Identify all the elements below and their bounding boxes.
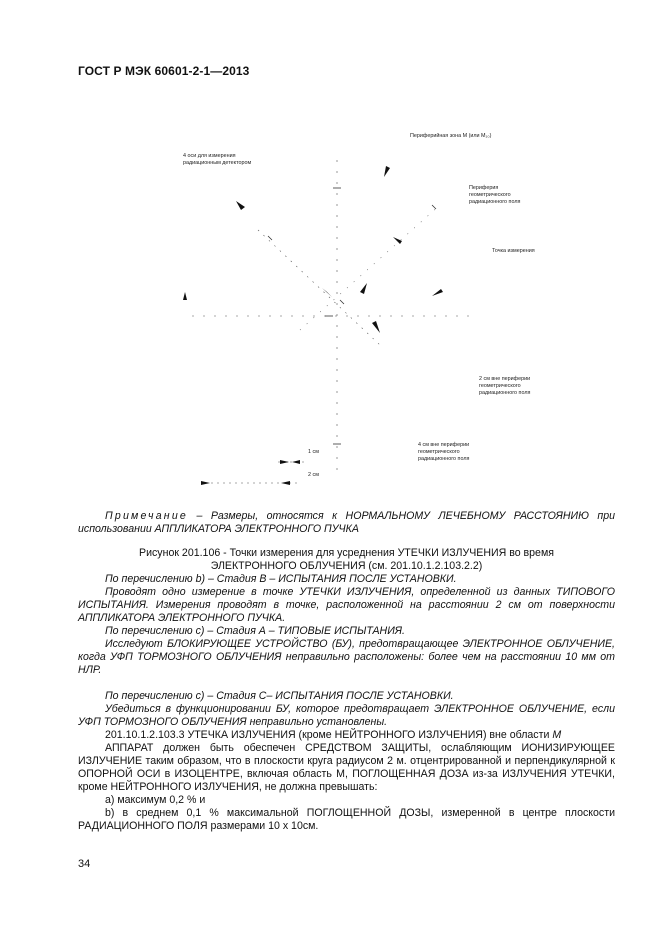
arrow-icon — [281, 481, 290, 485]
label-measurement-point: Точка измерения — [492, 248, 535, 254]
paragraph: АППАРАТ должен быть обеспечен СРЕДСТВОМ ЗАЩИТЫ, ослабляющим ИОНИЗИРУЮЩЕЕ ИЗЛУЧЕНИЕ таким образом, что в плоскости круга радиусом 2 м. отцентрированной и перпендикулярной к ОПОРНОЙ ОСИ в ИЗОЦЕНТРЕ, включая область М, ПОГЛОЩЕННАЯ ДОЗА из-за ИЗЛУЧЕНИЯ УТЕЧКИ, кроме НЕЙТРОННОГО ИЗЛУЧЕНИЯ, не должна превышать: — [78, 742, 615, 793]
arrow-icon — [183, 292, 187, 300]
page-header: ГОСТ Р МЭК 60601-2-1—2013 — [78, 64, 250, 78]
paragraph: По перечислению c) – Стадия А – ТИПОВЫЕ ИСПЫТАНИЯ. — [105, 625, 405, 637]
arrow-icon — [292, 460, 300, 464]
paragraph — [78, 729, 615, 742]
paragraph: Проводят одно измерение в точке УТЕЧКИ ИЗЛУЧЕНИЯ, определенной из данных ТИПОВОГО ИСПЫТАНИЯ. Измерения проводят в точке, расположенной на расстоянии 2 см от поверхности АППЛИКАТОРА ЭЛЕКТРОННОГО ПУЧКА. — [78, 586, 615, 624]
label-2cm-outside: 2 см вне периферии геометрического радиационного поля — [479, 376, 531, 396]
diagonal-axis-1 — [258, 230, 380, 345]
arrow-icon — [236, 201, 245, 210]
note-label: Примечание — [105, 510, 189, 522]
body-text — [78, 573, 615, 833]
caption-line-1: Рисунок 201.106 - Точки измерения для усреднения УТЕЧКИ ИЗЛУЧЕНИЯ во время — [139, 547, 554, 559]
arrow-icon — [360, 283, 367, 294]
paragraph: По перечислению b) – Стадия В – ИСПЫТАНИЯ ПОСЛЕ УСТАНОВКИ. — [105, 573, 457, 585]
label-1cm: 1 см — [308, 449, 319, 455]
paragraph: По перечислению c) – Стадия С– ИСПЫТАНИЯ ПОСЛЕ УСТАНОВКИ. — [105, 690, 454, 702]
diagonal-axis-2 — [300, 205, 440, 330]
label-peripheral-zone: Периферийная зона M (или M₁₀) — [410, 133, 492, 139]
arrow-icon — [322, 288, 332, 297]
paragraph: Исследуют БЛОКИРУЮЩЕЕ УСТРОЙСТВО (БУ), предотвращающее ЭЛЕКТРОННОЕ ОБЛУЧЕНИЕ, когда УФП ТОРМОЗНОГО ОБЛУЧЕНИЯ неправильно расположены: более чем на расстоянии 10 мм от НЛР. — [78, 638, 615, 676]
list-item: b) в среднем 0,1 % максимальной ПОГЛОЩЕННОЙ ДОЗЫ, измеренной в центре плоскости РАДИАЦИОННОГО ПОЛЯ размерами 10 х 10см. — [78, 807, 615, 832]
area-m: М — [552, 729, 562, 741]
list-item: а) максимум 0,2 % и — [105, 794, 206, 806]
arrow-icon — [372, 321, 380, 333]
arrow-icon — [432, 289, 443, 296]
arrow-icon — [201, 481, 210, 485]
arrow-icon — [384, 166, 390, 177]
label-4cm-outside: 4 см вне периферии геометрического радиационного поля — [418, 442, 470, 462]
label-2cm: 2 см — [308, 472, 319, 478]
figure-note — [78, 510, 615, 536]
figure-caption — [78, 547, 615, 573]
subclause-title: 201.10.1.2.103.3 УТЕЧКА ИЗЛУЧЕНИЯ (кроме НЕЙТРОННОГО ИЗЛУЧЕНИЯ) вне области — [105, 729, 553, 741]
page-number: 34 — [78, 858, 91, 870]
caption-line-2: ЭЛЕКТРОННОГО ОБЛУЧЕНИЯ (см. 201.10.1.2.103.2.2) — [210, 560, 483, 572]
paragraph: Убедиться в функционировании БУ, которое предотвращает ЭЛЕКТРОННОЕ ОБЛУЧЕНИЕ, если УФП ТОРМОЗНОГО ОБЛУЧЕНИЯ неправильно установлены. — [78, 703, 615, 728]
arrow-icon — [280, 460, 289, 464]
label-detector-axes: 4 оси для измерения радиационным детектором — [183, 153, 252, 166]
note-text: – Размеры, относятся к НОРМАЛЬНОМУ ЛЕЧЕБНОМУ РАССТОЯНИЮ при использовании АППЛИКАТОРА ЭЛЕКТРОННОГО ПУЧКА — [78, 510, 615, 535]
arrow-icon — [393, 237, 402, 244]
label-geometric-periphery: Периферия геометрического радиационного поля — [469, 185, 521, 205]
